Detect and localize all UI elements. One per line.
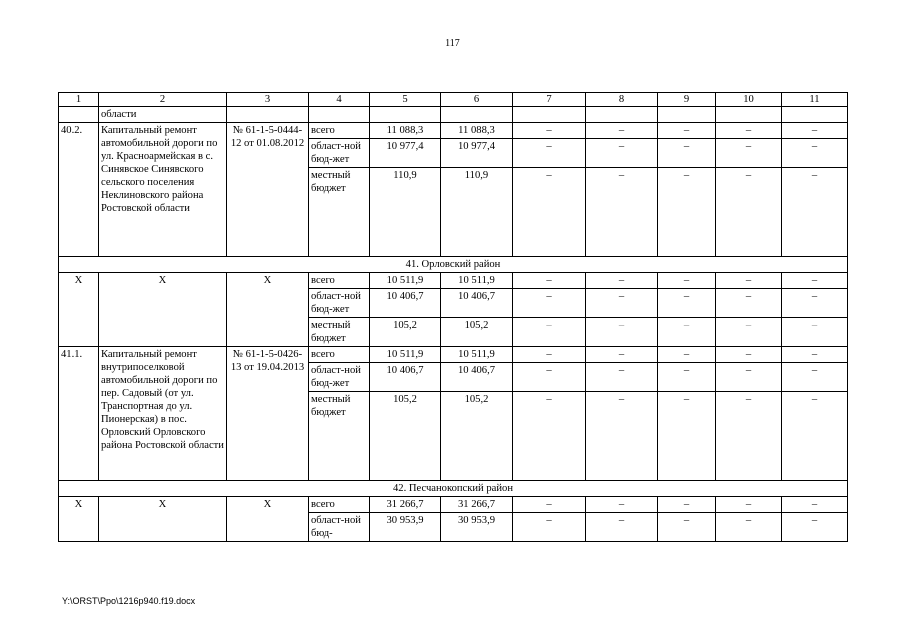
- header-cell: 6: [441, 93, 513, 107]
- dash-cell: –: [513, 513, 586, 542]
- dash-cell: –: [513, 497, 586, 513]
- dash-cell: –: [513, 347, 586, 363]
- dash-cell: –: [586, 347, 658, 363]
- funding-source: област-ной бюд-жет: [309, 139, 370, 168]
- dash-cell: –: [782, 318, 848, 347]
- x-mark: Х: [99, 497, 227, 542]
- project-name-cell: Капитальный ремонт внутрипоселковой автомобильной дороги по пер. Садовый (от ул. Транспортная до ул. Пионерская) в пос. Орловский Орловского района Ростовской области: [99, 347, 227, 481]
- value-col6: 10 511,9: [441, 273, 513, 289]
- funding-source: област-ной бюд-: [309, 513, 370, 542]
- dash-cell: –: [658, 347, 716, 363]
- dash-cell: –: [586, 123, 658, 139]
- dash-cell: –: [716, 392, 782, 481]
- dash-cell: –: [782, 273, 848, 289]
- header-cell: 2: [99, 93, 227, 107]
- funding-source: местный бюджет: [309, 392, 370, 481]
- dash-cell: –: [782, 513, 848, 542]
- value-col5: 11 088,3: [370, 123, 441, 139]
- document-cell: № 61-1-5-0426-13 от 19.04.2013: [227, 347, 309, 481]
- dash-cell: –: [716, 123, 782, 139]
- value-col6: 110,9: [441, 168, 513, 257]
- row-number: 41.1.: [59, 347, 99, 481]
- funding-source: всего: [309, 497, 370, 513]
- dash-cell: –: [658, 123, 716, 139]
- value-col6: 10 511,9: [441, 347, 513, 363]
- dash-cell: –: [716, 289, 782, 318]
- dash-cell: –: [658, 392, 716, 481]
- dash-cell: –: [782, 168, 848, 257]
- dash-cell: –: [716, 273, 782, 289]
- dash-cell: –: [658, 318, 716, 347]
- dash-cell: –: [658, 513, 716, 542]
- dash-cell: –: [586, 497, 658, 513]
- budget-table: [58, 92, 848, 542]
- page-number: 117: [445, 38, 460, 49]
- dash-cell: –: [716, 139, 782, 168]
- value-col6: 31 266,7: [441, 497, 513, 513]
- dash-cell: –: [586, 168, 658, 257]
- value-col5: 110,9: [370, 168, 441, 257]
- dash-cell: –: [513, 289, 586, 318]
- header-cell: 9: [658, 93, 716, 107]
- section-row: [59, 257, 848, 273]
- dash-cell: –: [586, 392, 658, 481]
- dash-cell: –: [782, 363, 848, 392]
- dash-cell: –: [658, 273, 716, 289]
- funding-source: местный бюджет: [309, 168, 370, 257]
- dash-cell: –: [586, 513, 658, 542]
- header-cell: 4: [309, 93, 370, 107]
- dash-cell: –: [716, 513, 782, 542]
- file-path-footer: Y:\ORST\Ppo\1216p940.f19.docx: [62, 596, 196, 606]
- value-col6: 30 953,9: [441, 513, 513, 542]
- header-cell: 11: [782, 93, 848, 107]
- dash-cell: –: [782, 139, 848, 168]
- header-cell: 7: [513, 93, 586, 107]
- project-name-cell: области: [99, 107, 227, 123]
- value-col6: 11 088,3: [441, 123, 513, 139]
- value-col5: 10 511,9: [370, 273, 441, 289]
- project-name-cell: Капитальный ремонт автомобильной дороги по ул. Красноармейская в с. Синявское Синявского сельского поселения Неклиновского района Ростовской области: [99, 123, 227, 257]
- value-col5: 105,2: [370, 318, 441, 347]
- table-row: [59, 273, 848, 289]
- dash-cell: –: [586, 273, 658, 289]
- funding-source: област-ной бюд-жет: [309, 289, 370, 318]
- dash-cell: –: [586, 139, 658, 168]
- dash-cell: –: [658, 289, 716, 318]
- dash-cell: –: [716, 347, 782, 363]
- dash-cell: –: [782, 123, 848, 139]
- table-row: [59, 347, 848, 363]
- funding-source: всего: [309, 347, 370, 363]
- dash-cell: –: [782, 347, 848, 363]
- dash-cell: –: [782, 497, 848, 513]
- value-col5: 10 977,4: [370, 139, 441, 168]
- header-cell: 1: [59, 93, 99, 107]
- document-cell: № 61-1-5-0444-12 от 01.08.2012: [227, 123, 309, 257]
- table-row: [59, 123, 848, 139]
- dash-cell: –: [586, 363, 658, 392]
- value-col5: 10 406,7: [370, 289, 441, 318]
- value-col5: 10 406,7: [370, 363, 441, 392]
- dash-cell: –: [513, 363, 586, 392]
- value-col6: 105,2: [441, 318, 513, 347]
- x-mark: Х: [99, 273, 227, 347]
- value-col5: 10 511,9: [370, 347, 441, 363]
- dash-cell: –: [513, 139, 586, 168]
- table-row: [59, 497, 848, 513]
- value-col5: 105,2: [370, 392, 441, 481]
- dash-cell: –: [782, 392, 848, 481]
- header-cell: 8: [586, 93, 658, 107]
- funding-source: всего: [309, 273, 370, 289]
- table-row: [59, 107, 848, 123]
- dash-cell: –: [658, 168, 716, 257]
- dash-cell: –: [513, 392, 586, 481]
- funding-source: област-ной бюд-жет: [309, 363, 370, 392]
- value-col6: 10 977,4: [441, 139, 513, 168]
- value-col5: 31 266,7: [370, 497, 441, 513]
- dash-cell: –: [716, 497, 782, 513]
- funding-source: всего: [309, 123, 370, 139]
- dash-cell: –: [513, 123, 586, 139]
- dash-cell: –: [782, 289, 848, 318]
- value-col6: 10 406,7: [441, 289, 513, 318]
- dash-cell: –: [586, 289, 658, 318]
- dash-cell: –: [716, 168, 782, 257]
- x-mark: Х: [59, 273, 99, 347]
- x-mark: Х: [227, 273, 309, 347]
- header-row: [59, 93, 848, 107]
- dash-cell: –: [716, 363, 782, 392]
- dash-cell: –: [513, 273, 586, 289]
- dash-cell: –: [658, 139, 716, 168]
- section-title: 41. Орловский район: [59, 257, 848, 273]
- dash-cell: –: [658, 497, 716, 513]
- header-cell: 5: [370, 93, 441, 107]
- dash-cell: –: [586, 318, 658, 347]
- dash-cell: –: [513, 318, 586, 347]
- value-col6: 105,2: [441, 392, 513, 481]
- value-col5: 30 953,9: [370, 513, 441, 542]
- dash-cell: –: [658, 363, 716, 392]
- dash-cell: –: [716, 318, 782, 347]
- funding-source: местный бюджет: [309, 318, 370, 347]
- dash-cell: –: [513, 168, 586, 257]
- section-title: 42. Песчанокопский район: [59, 481, 848, 497]
- row-number: 40.2.: [59, 123, 99, 257]
- x-mark: Х: [227, 497, 309, 542]
- value-col6: 10 406,7: [441, 363, 513, 392]
- x-mark: Х: [59, 497, 99, 542]
- header-cell: 10: [716, 93, 782, 107]
- section-row: [59, 481, 848, 497]
- header-cell: 3: [227, 93, 309, 107]
